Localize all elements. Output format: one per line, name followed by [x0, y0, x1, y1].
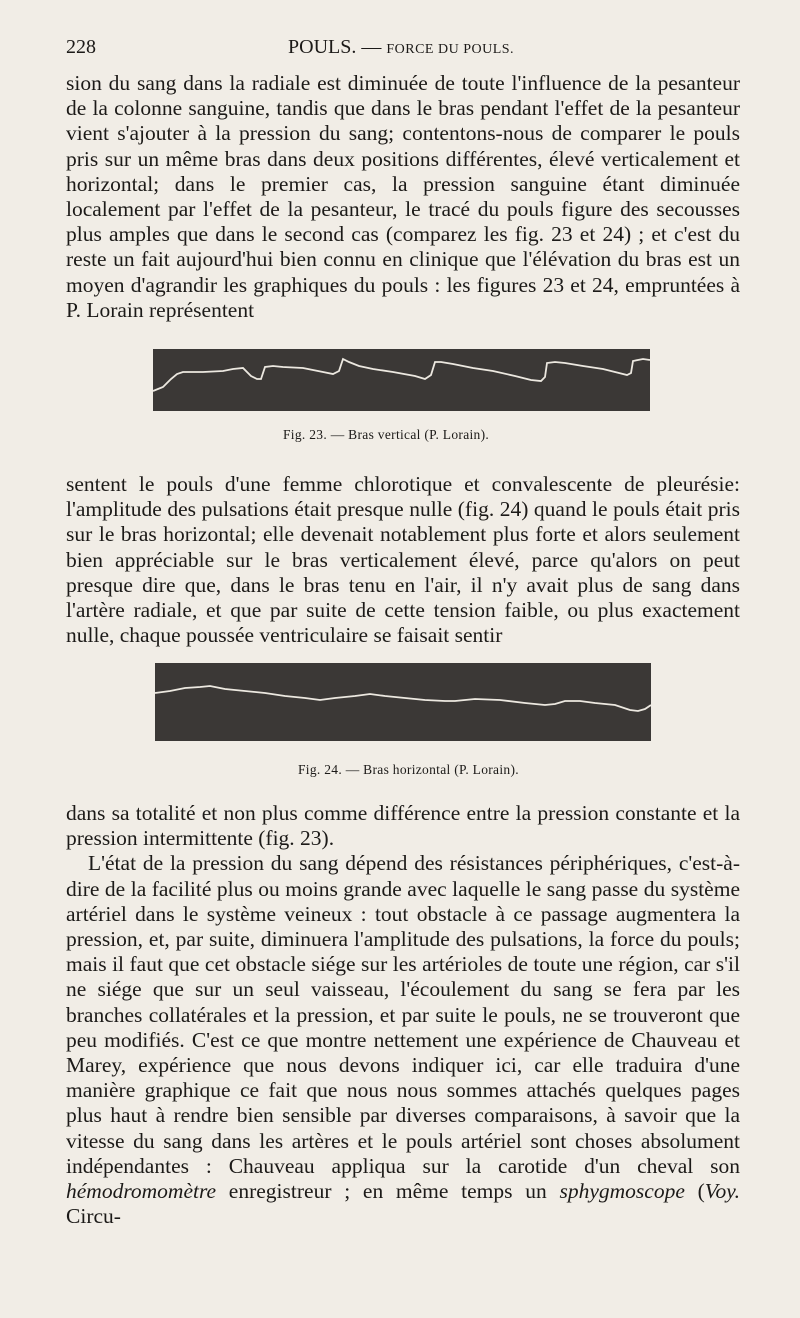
- term-sphygmoscope: sphygmoscope: [559, 1179, 685, 1204]
- paragraph-bottom: [66, 801, 740, 1229]
- figure-23-caption: Fig. 23. — Bras vertical (P. Lorain).: [283, 427, 490, 442]
- running-header: [66, 36, 740, 60]
- term-voy: Voy.: [704, 1179, 740, 1204]
- paragraph-top: [66, 71, 740, 323]
- page-number: 228: [66, 36, 96, 58]
- text-paren: (: [684, 1179, 705, 1204]
- running-title-main: POULS. —: [288, 36, 382, 58]
- figure-23-pulse-tracing: [153, 349, 650, 411]
- text-block-3b: [66, 851, 740, 1229]
- text-block-3a: dans sa totalité et non plus comme différence entre la pression constante et la pression intermittente (fig. 23).: [66, 801, 740, 851]
- text-block-2: sentent le pouls d'une femme chlorotique et convalescente de pleurésie: l'amplitude des pulsations était presque nulle (fig. 24) quand le pouls était pris sur le bras horizontal; elle devenait notablement plus forte et alors seulement bien appréciable sur le bras verticalement élevé, parce qu'alors on peut presque dire que, dans le bras tenu en l'air, il n'y avait plus de sang dans l'artère radiale, et que par suite de cette tension faible, ou plus exactement nulle, chaque poussée ventriculaire se faisait sentir: [66, 472, 740, 648]
- text-block-3b-mid: enregistreur ; en même temps un: [216, 1179, 560, 1204]
- text-block-1: sion du sang dans la radiale est diminuée de toute l'influence de la pesanteur de la colonne sanguine, tandis que dans le bras pendant l'effet de la pesanteur vient s'ajouter à la pression du sang; contentons-nous de comparer le pouls pris sur un même bras dans deux positions différentes, élevé verticalement et horizontal; dans le premier cas, la pression sanguine étant diminuée localement par l'effet de la pesanteur, le tracé du pouls figure des secousses plus amples que dans le second cas (comparez les fig. 23 et 24) ; et c'est du reste un fait aujourd'hui bien connu en clinique que l'élévation du bras est un moyen d'agrandir les graphiques du pouls : les figures 23 et 24, empruntées à P. Lorain représentent: [66, 71, 740, 322]
- figure-24-caption: Fig. 24. — Bras horizontal (P. Lorain).: [298, 762, 519, 777]
- paragraph-middle: [66, 472, 740, 648]
- text-block-3b-end: Circu-: [66, 1204, 121, 1229]
- pulse-tracing-horizontal: [155, 663, 651, 741]
- running-title: [288, 36, 514, 59]
- pulse-tracing-vertical: [153, 349, 650, 411]
- term-hemodromometre: hémodromomètre: [66, 1179, 217, 1204]
- figure-24-pulse-tracing: [155, 663, 651, 741]
- text-block-3b-main: L'état de la pression du sang dépend des résistances périphériques, c'est-à-dire de la facilité plus ou moins grande avec laquelle le sang passe du système artériel dans le système veineux : tout obstacle à ce passage augmentera la pression, et, par suite, diminuera l'amplitude des pulsations, la force du pouls; mais il faut que cet obstacle siége sur les artérioles de toute une région, car s'il ne siége que sur un seul vaisseau, l'écoulement du sang se fera par les branches collatérales et la pression, et par suite le pouls, ne se trouveront que peu modifiés. C'est ce que montre nettement une expérience de Chauveau et Marey, expérience que nous devons indiquer ici, car elle traduira d'une manière graphique ce fait que nous nous sommes attachés quelques pages plus haut à rendre bien sensible par diverses comparaisons, à savoir que la vitesse du sang dans les artères et le pouls artériel sont choses absolument indépendantes : Chauveau appliqua sur la carotide d'un cheval son: [66, 851, 740, 1178]
- running-title-sub: FORCE DU POULS.: [386, 42, 515, 57]
